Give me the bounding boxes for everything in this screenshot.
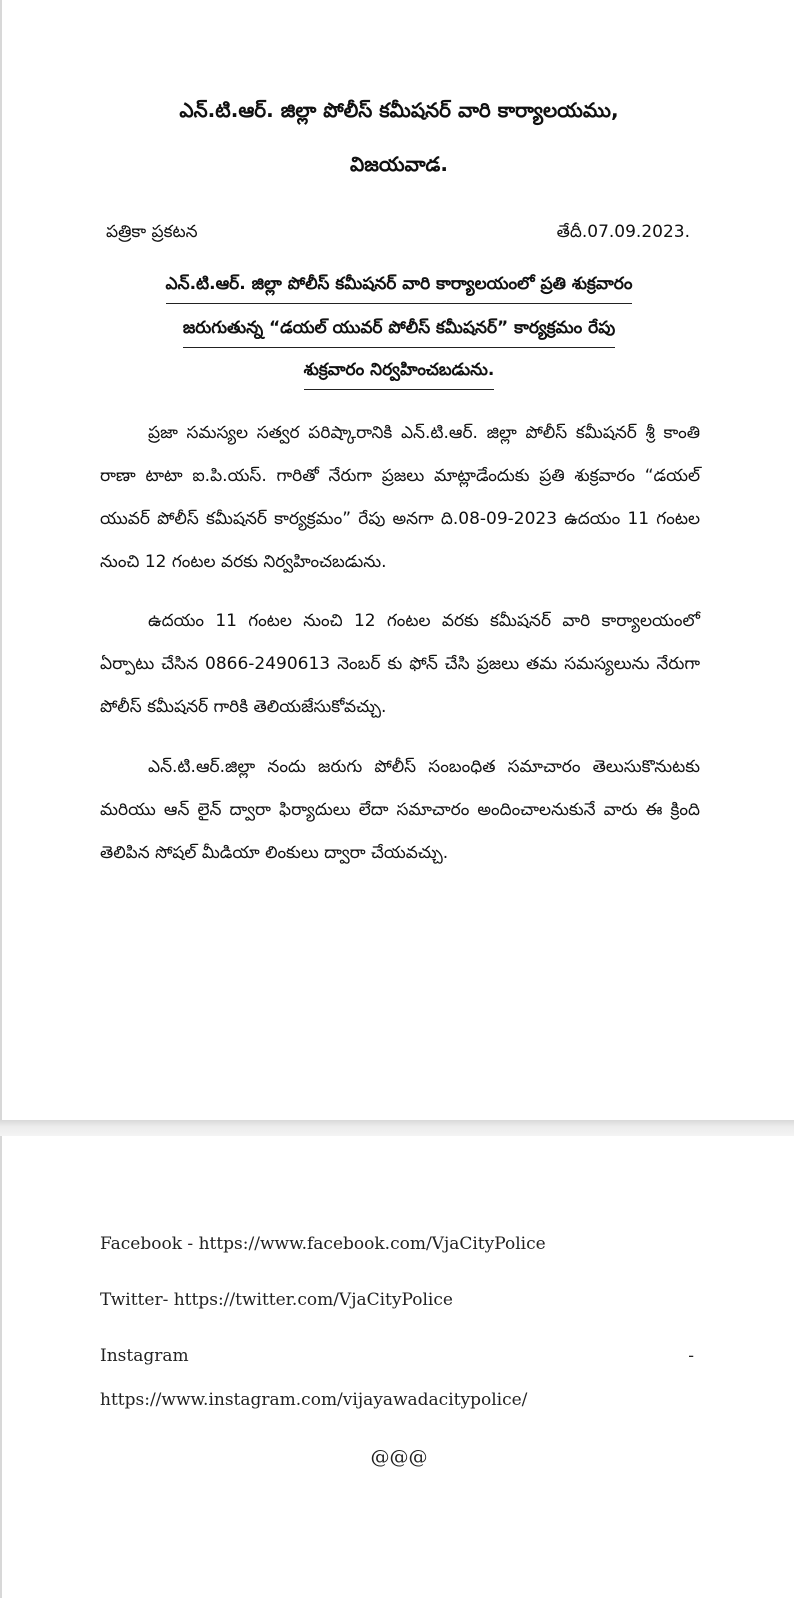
- subject-line-3-text: శుక్రవారం నిర్వహించబడును.: [304, 360, 495, 390]
- body-paragraph-2: ఉదయం 11 గంటల నుంచి 12 గంటల వరకు కమీషనర్ వారి కార్యాలయంలో ఏర్పాటు చేసిన 0866-2490613 నెంబర్ కు ఫోన్ చేసి ప్రజలు తమ సమస్యలును నేరుగా పోలీస్ కమీషనర్ గారికి తెలియజేసుకోవచ్చు.: [100, 611, 700, 717]
- subject-line-2-text: జరుగుతున్న “డయల్ యువర్ పోలీస్ కమీషనర్” కార్యక్రమం రేపు: [183, 318, 615, 348]
- subject-line-1-text: ఎన్.టి.ఆర్. జిల్లా పోలీస్ కమీషనర్ వారి కార్యాలయంలో ప్రతి శుక్రవారం: [166, 274, 633, 304]
- city-title: విజయవాడ.: [350, 152, 448, 176]
- subject-line-3: [2, 360, 794, 390]
- facebook-link[interactable]: Facebook - https://www.facebook.com/VjaCityPolice: [100, 1234, 546, 1254]
- document-page-2: [0, 1136, 794, 1598]
- body-paragraph-3: ఎన్.టి.ఆర్.జిల్లా నందు జరుగు పోలీస్ సంబంధిత సమాచారం తెలుసుకొనుటకు మరియు ఆన్ లైన్ ద్వారా ఫిర్యాదులు లేదా సమాచారం అందించాలనుకునే వారు ఈ క్రింది తెలిపిన సోషల్ మీడియా లింకులు ద్వారా చేయవచ్చు.: [100, 757, 700, 863]
- instagram-label: Instagram: [100, 1346, 189, 1366]
- page-separator: [0, 1120, 794, 1136]
- twitter-link[interactable]: Twitter- https://twitter.com/VjaCityPolice: [100, 1290, 453, 1310]
- instagram-link[interactable]: https://www.instagram.com/vijayawadacitypolice/: [100, 1390, 528, 1410]
- end-mark: @@@: [370, 1446, 428, 1468]
- office-title: ఎన్.టి.ఆర్. జిల్లా పోలీస్ కమీషనర్ వారి కార్యాలయము,: [179, 98, 619, 122]
- press-release-label: పత్రికా ప్రకటన: [106, 222, 198, 242]
- body-paragraph-1: ప్రజా సమస్యల సత్వర పరిష్కారానికి ఎన్.టి.ఆర్. జిల్లా పోలీస్ కమీషనర్ శ్రీ కాంతి రాణా టాటా ఐ.పి.యస్. గారితో నేరుగా ప్రజలు మాట్లాడేందుకు ప్రతి శుక్రవారం “డయల్ యువర్ పోలీస్ కమీషనర్ కార్యక్రమం” రేపు అనగా ది.08-09-2023 ఉదయం 11 గంటల నుంచి 12 గంటల వరకు నిర్వహించబడును.: [100, 423, 700, 572]
- instagram-dash: -: [688, 1346, 694, 1366]
- subject-line-1: [2, 274, 794, 304]
- release-date: తేదీ.07.09.2023.: [556, 222, 690, 242]
- subject-line-2: [2, 318, 794, 348]
